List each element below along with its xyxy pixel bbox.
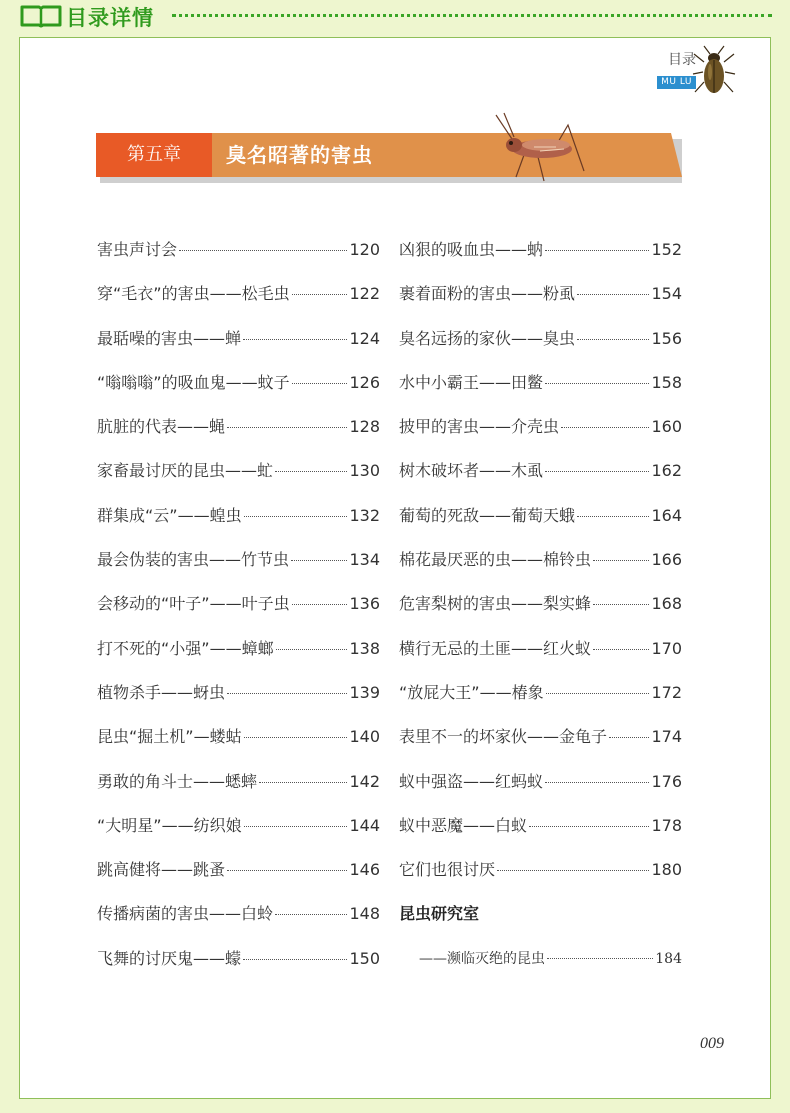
open-book-icon [20, 4, 62, 28]
dot-leader [577, 339, 649, 340]
toc-entry-title: 凶狠的吸血虫——蚋 [399, 240, 544, 259]
toc-entry[interactable] [97, 494, 380, 538]
toc-entry[interactable] [399, 582, 682, 626]
toc-entry-page: 148 [349, 904, 380, 924]
toc-entry-page: 128 [349, 417, 380, 437]
toc-entry-title: 横行无忌的土匪——红火蚁 [399, 638, 592, 658]
toc-entry[interactable] [399, 760, 682, 804]
toc-entry[interactable] [97, 760, 380, 804]
dot-leader [243, 339, 347, 340]
dot-leader [275, 471, 347, 472]
toc-entry[interactable] [399, 449, 682, 493]
toc-entry-title: 传播病菌的害虫——白蛉 [97, 904, 274, 924]
dot-leader [545, 782, 649, 783]
toc-entry-page: 152 [651, 240, 682, 259]
toc-entry[interactable] [399, 538, 682, 582]
toc-entry-title: 家畜最讨厌的昆虫——虻 [97, 461, 274, 481]
toc-entry-page: 150 [349, 948, 380, 968]
toc-entry[interactable] [97, 671, 380, 715]
dot-leader [529, 826, 649, 827]
dot-leader [545, 471, 649, 472]
chapter-number: 第五章 [127, 144, 181, 165]
toc-entry-title: 会移动的“叶子”——叶子虫 [97, 594, 290, 614]
toc-entry-page: 132 [349, 505, 380, 525]
toc-entry-page: 172 [651, 682, 682, 702]
toc-entry-page: 146 [349, 860, 380, 880]
dot-leader [292, 383, 348, 384]
dot-leader [227, 427, 347, 428]
mulu-title: 目录 [668, 52, 696, 68]
toc-entry-title: 昆虫“掘土机”—蝼蛄 [97, 727, 242, 747]
toc-entry-title: “嗡嗡嗡”的吸血鬼——蚊子 [97, 372, 290, 392]
dot-leader [577, 294, 649, 295]
dot-leader [291, 560, 347, 561]
dot-leader [259, 782, 347, 783]
dot-leader [545, 250, 649, 251]
dot-leader [593, 649, 649, 650]
toc-entry[interactable] [97, 361, 380, 405]
toc-entry-page: 154 [651, 284, 682, 304]
toc-entry-title: 树木破坏者——木虱 [399, 461, 544, 481]
dot-leader [609, 737, 649, 738]
toc-entry-page: 126 [349, 372, 380, 392]
toc-entry-title: 蚁中恶魔——白蚁 [399, 815, 528, 835]
toc-entry-page: 174 [651, 727, 682, 747]
toc-entry-title: 最会伪装的害虫——竹节虫 [97, 550, 290, 570]
chapter-banner [96, 133, 682, 177]
toc-entry-page: 162 [651, 461, 682, 481]
dot-leader [227, 870, 347, 871]
toc-entry[interactable] [399, 848, 682, 892]
dotted-divider [172, 14, 772, 17]
toc-entry-page: 184 [655, 950, 682, 967]
toc-entry-page: 168 [651, 594, 682, 614]
toc-entry[interactable] [97, 715, 380, 759]
section-title: 目录详情 [66, 6, 154, 30]
dot-leader [243, 959, 347, 960]
toc-entry-title: 昆虫研究室 [399, 904, 480, 924]
toc-entry-title: “大明星”——纺织娘 [97, 815, 242, 835]
toc-entry-page: 176 [651, 771, 682, 791]
toc-entry[interactable] [399, 715, 682, 759]
toc-entry-page: 158 [651, 372, 682, 392]
dot-leader [292, 604, 348, 605]
toc-entry-title: 臭名远扬的家伙——臭虫 [399, 328, 576, 348]
toc-entry-title: 最聒噪的害虫——蝉 [97, 328, 242, 348]
chapter-title: 臭名昭著的害虫 [226, 143, 373, 167]
toc-entry-page: 170 [651, 638, 682, 658]
toc-entry-title: ——濒临灭绝的昆虫 [419, 950, 545, 967]
toc-entry-page: 138 [349, 638, 380, 658]
dot-leader [577, 516, 649, 517]
toc-entry[interactable] [97, 582, 380, 626]
dot-leader [244, 516, 348, 517]
toc-entry[interactable] [399, 627, 682, 671]
beetle-icon [690, 44, 738, 100]
toc-entry-title: 披甲的害虫——介壳虫 [399, 417, 560, 437]
toc-entry-page: 139 [349, 682, 380, 702]
toc-entry-title: 它们也很讨厌 [399, 860, 496, 880]
toc-entry[interactable] [399, 494, 682, 538]
dot-leader [546, 693, 650, 694]
toc-entry[interactable] [399, 804, 682, 848]
toc-entry-page: 120 [349, 240, 380, 259]
mulu-tag: MU LU [657, 76, 696, 89]
toc-entry-title: 跳高健将——跳蚤 [97, 860, 226, 880]
dot-leader [292, 294, 348, 295]
toc-entry-title: 勇敢的角斗士——蟋蟀 [97, 771, 258, 791]
toc-right-column [399, 228, 682, 981]
dot-leader [275, 914, 347, 915]
toc-left-column [97, 228, 380, 981]
dot-leader [179, 250, 347, 251]
toc-entry-title: 水中小霸王——田鳖 [399, 372, 544, 392]
dot-leader [276, 649, 348, 650]
toc-entry-title: 植物杀手——蚜虫 [97, 682, 226, 702]
toc-entry-page: 134 [349, 550, 380, 570]
toc-entry-title: 棉花最厌恶的虫——棉铃虫 [399, 550, 592, 570]
toc-entry-page: 156 [651, 328, 682, 348]
toc-entry[interactable] [97, 538, 380, 582]
page-header [0, 0, 790, 32]
toc-entry-title: 葡萄的死敌——葡萄天蛾 [399, 505, 576, 525]
dot-leader [497, 870, 649, 871]
toc-entry-page: 140 [349, 727, 380, 747]
page-number: 009 [700, 1035, 724, 1052]
toc-entry[interactable] [97, 272, 380, 316]
toc-entry[interactable] [399, 405, 682, 449]
toc-entry[interactable] [399, 272, 682, 316]
toc-entry-page: 144 [349, 815, 380, 835]
toc-entry-page: 164 [651, 505, 682, 525]
toc-entry-title: 危害梨树的害虫——梨实蜂 [399, 594, 592, 614]
toc-entry[interactable] [97, 892, 380, 936]
dot-leader [227, 693, 347, 694]
toc-entry-title: 裹着面粉的害虫——粉虱 [399, 284, 576, 304]
section-heading [399, 892, 682, 936]
toc-entry[interactable] [97, 228, 380, 272]
toc-entry-title: 表里不一的坏家伙——金龟子 [399, 727, 608, 747]
toc-entry-page: 160 [651, 417, 682, 437]
toc-entry[interactable] [399, 228, 682, 272]
dot-leader [547, 958, 653, 959]
toc-entry[interactable] [399, 937, 682, 981]
toc-entry-title: 害虫声讨会 [97, 240, 178, 259]
dot-leader [593, 560, 649, 561]
toc-entry-page: 130 [349, 461, 380, 481]
dot-leader [244, 737, 348, 738]
dot-leader [561, 427, 649, 428]
toc-entry-page: 142 [349, 771, 380, 791]
toc-entry-title: 穿“毛衣”的害虫——松毛虫 [97, 284, 290, 304]
dot-leader [593, 604, 649, 605]
toc-entry[interactable] [399, 361, 682, 405]
toc-entry-page: 122 [349, 284, 380, 304]
toc-entry[interactable] [97, 937, 380, 981]
toc-entry[interactable] [399, 671, 682, 715]
toc-entry-page: 124 [349, 328, 380, 348]
toc-entry-page: 178 [651, 815, 682, 835]
dot-leader [545, 383, 649, 384]
toc-entry-title: 飞舞的讨厌鬼——蠓 [97, 948, 242, 968]
toc-entry[interactable] [97, 317, 380, 361]
grasshopper-icon [494, 111, 590, 185]
toc-entry-title: 打不死的“小强”——蟑螂 [97, 638, 274, 658]
toc-entry-page: 136 [349, 594, 380, 614]
toc-entry[interactable] [97, 449, 380, 493]
toc-entry[interactable] [97, 627, 380, 671]
toc-entry-title: 肮脏的代表——蝇 [97, 417, 226, 437]
toc-entry[interactable] [97, 848, 380, 892]
toc-entry-page: 166 [651, 550, 682, 570]
toc-entry-title: 蚁中强盗——红蚂蚁 [399, 771, 544, 791]
toc-entry-title: 群集成“云”——蝗虫 [97, 505, 242, 525]
toc-entry[interactable] [399, 317, 682, 361]
toc-entry-page: 180 [651, 860, 682, 880]
toc-entry[interactable] [97, 804, 380, 848]
toc-entry-title: “放屁大王”——椿象 [399, 682, 544, 702]
dot-leader [244, 826, 348, 827]
toc-entry[interactable] [97, 405, 380, 449]
